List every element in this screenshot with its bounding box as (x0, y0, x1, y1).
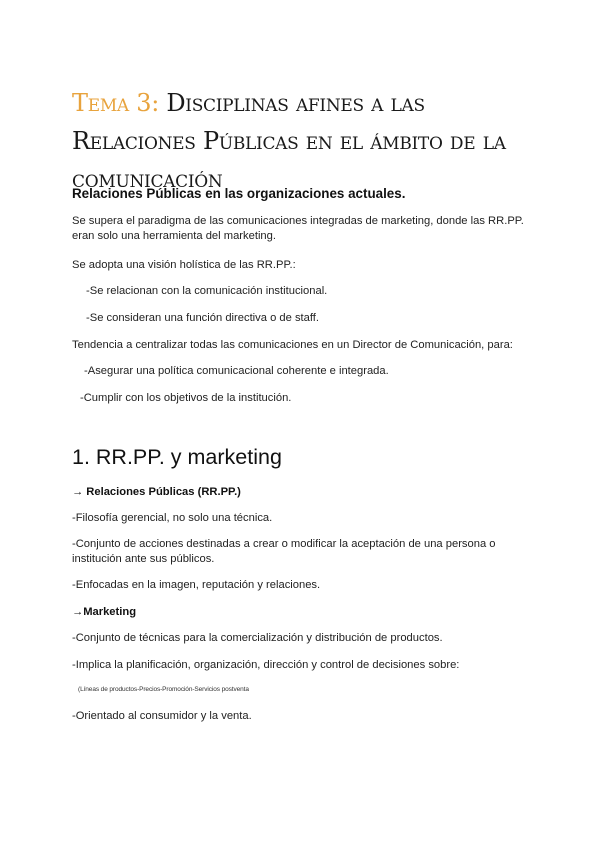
rrpp-item-philosophy: -Filosofía gerencial, no solo una técnica. (72, 512, 273, 524)
marketing-item-planning: -Implica la planificación, organización, dirección y control de decisiones sobre: (72, 659, 460, 671)
label-marketing (72, 605, 136, 620)
marketing-note: (Líneas de productos-Precios-Promoción-Servicios postventa (78, 686, 249, 693)
paragraph-holistic: Se adopta una visión holística de las RR.PP.: (72, 259, 296, 271)
rrpp-item-actions: -Conjunto de acciones destinadas a crear o modificar la aceptación de una persona o institución ante sus públicos. (72, 538, 496, 565)
paragraph-centralize: Tendencia a centralizar todas las comunicaciones en un Director de Comunicación, para: (72, 339, 513, 351)
title-text: Disciplinas afines a las Relaciones Públicas en el ámbito de la comunicación (72, 89, 506, 193)
label-marketing-text: Marketing (83, 606, 137, 618)
label-rrpp (72, 485, 241, 500)
marketing-item-techniques: -Conjunto de técnicas para la comercialización y distribución de productos. (72, 632, 443, 644)
section-heading-rrpp-orgs: Relaciones Públicas en las organizaciones actuales. (72, 186, 406, 201)
rrpp-item-image: -Enfocadas en la imagen, reputación y relaciones. (72, 579, 321, 591)
title-prefix: Tema 3: (72, 89, 159, 117)
bullet-objectives: -Cumplir con los objetivos de la institución. (80, 392, 292, 404)
bullet-institutional: -Se relacionan con la comunicación institucional. (86, 285, 328, 297)
paragraph-paradigm: Se supera el paradigma de las comunicaciones integradas de marketing, donde las RR.PP. eran solo una herramienta del marketing. (72, 215, 524, 242)
arrow-icon: → (72, 606, 84, 618)
bullet-coherent-policy: -Asegurar una política comunicacional coherente e integrada. (84, 365, 389, 377)
label-rrpp-text: Relaciones Públicas (RR.PP.) (86, 486, 241, 498)
marketing-item-consumer: -Orientado al consumidor y la venta. (72, 710, 252, 722)
bullet-directive: -Se consideran una función directiva o de staff. (86, 312, 320, 324)
page-title (72, 84, 542, 198)
section-heading-rrpp-marketing: 1. RR.PP. y marketing (72, 445, 282, 469)
arrow-icon: → (72, 486, 84, 498)
